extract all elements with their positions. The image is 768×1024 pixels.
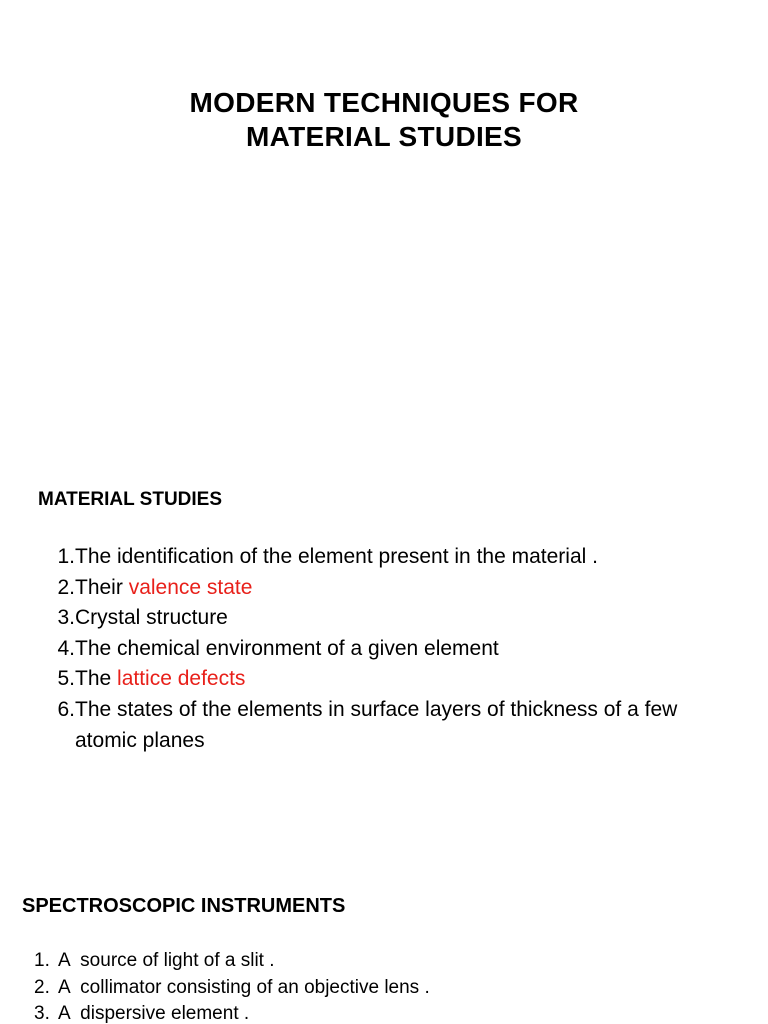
list-item-number: 4. — [57, 636, 75, 660]
list-item-number: 2. — [34, 976, 50, 998]
list-item — [38, 542, 728, 573]
list-item-text: A dispersive element . — [58, 1003, 250, 1024]
spectroscopic-instruments-heading: SPECTROSCOPIC INSTRUMENTS — [22, 895, 346, 917]
list-item-number: 6. — [57, 697, 75, 721]
list-item-text-prefix: The — [75, 667, 118, 691]
list-item — [38, 573, 728, 604]
list-item-text: The states of the elements in surface layers of thickness of a few atomic planes — [75, 697, 678, 752]
page-title-line-1: MODERN TECHNIQUES FOR — [189, 87, 579, 118]
page-title — [0, 86, 768, 154]
material-studies-list — [38, 542, 728, 756]
page-title-line-2: MATERIAL STUDIES — [246, 121, 522, 152]
list-item — [34, 1001, 734, 1024]
list-item-number: 5. — [57, 667, 75, 691]
list-item-text: Crystal structure — [75, 606, 228, 630]
list-item-text — [75, 664, 728, 695]
list-item-number: 3. — [57, 606, 75, 630]
list-item-text: The chemical environment of a given element — [75, 636, 499, 660]
list-item — [34, 975, 734, 1002]
list-item-number: 1. — [34, 950, 50, 971]
highlighted-term: lattice defects — [117, 667, 246, 691]
material-studies-heading: MATERIAL STUDIES — [38, 489, 223, 510]
list-item-number: 1. — [57, 545, 75, 568]
list-item — [34, 948, 734, 975]
list-item-text: A collimator consisting of an objective lens . — [58, 976, 430, 998]
list-item-number: 2. — [57, 575, 75, 599]
list-item-number: 3. — [34, 1003, 50, 1024]
list-item-text-prefix: Their — [75, 575, 129, 599]
highlighted-term: valence state — [128, 575, 253, 599]
list-item — [38, 664, 728, 695]
list-item-text — [75, 573, 728, 604]
list-item-text: The identification of the element present in the material . — [75, 545, 598, 568]
list-item — [38, 634, 728, 665]
list-item — [38, 695, 728, 756]
list-item — [38, 603, 728, 634]
list-item-text: A source of light of a slit . — [58, 950, 275, 971]
spectroscopic-instruments-list — [34, 948, 734, 1024]
